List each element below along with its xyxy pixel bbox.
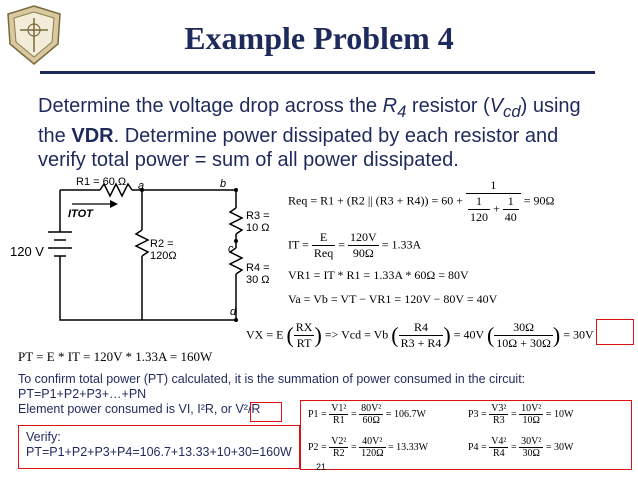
vx-num: RX <box>295 320 313 334</box>
p1-equation: P1 = $\frac{\text{V1²}}{R1}$ = $\frac{\text{80V²}}{60\Omega}$ = 106.7W <box>308 403 426 426</box>
p3-num: V3² <box>491 403 507 414</box>
p4-num2: 30V² <box>521 436 542 447</box>
vx-mid: => Vcd = Vb <box>324 327 389 342</box>
p3-num2: 10V² <box>521 403 542 414</box>
intro-part: resistor ( <box>406 95 490 117</box>
p1-result: = 106.7W <box>385 408 426 420</box>
intro-part: . Determine power dissipated by each resistor and verify total power = sum of all power dissipated. <box>38 125 559 171</box>
p4-den: R4 <box>492 448 505 459</box>
p1-den2: 60Ω <box>362 415 380 426</box>
p3-den: R3 <box>492 415 505 426</box>
note-line-2: PT=P1+P2+P3+…+PN <box>18 387 147 401</box>
source-label: 120 V <box>10 244 44 259</box>
node-b-label: b <box>220 178 227 190</box>
it-result: = 1.33A <box>381 237 422 252</box>
intro-part: ) using the <box>38 95 581 147</box>
p2-den2: 120Ω <box>361 448 384 459</box>
intro-text <box>38 94 608 172</box>
req-frac-a-num: 1 <box>468 194 490 210</box>
r3-label: R3 = 10 Ω <box>246 210 270 234</box>
p4-equation: P4 = $\frac{\text{V4²}}{R4}$ = $\frac{\text{30V²}}{30\Omega}$ = 30W <box>468 436 574 459</box>
r1-label: R1 = 60 Ω <box>76 176 127 188</box>
it-num2: 120V <box>350 230 377 244</box>
vcd-num2: 30Ω <box>494 320 553 336</box>
battery-source <box>48 232 72 262</box>
req-frac-b-num: 1 <box>503 194 519 210</box>
verify-line-1: Verify: <box>26 430 61 444</box>
req-frac-num: 1 <box>466 178 521 194</box>
p1-den: R1 <box>332 415 345 426</box>
vcd-mid: = 40V <box>453 327 484 342</box>
v2r-highlight-box <box>250 402 282 422</box>
answer-highlight-box <box>596 319 634 345</box>
req-frac-a-den: 120 <box>469 210 488 224</box>
p2-num: V2² <box>331 436 347 447</box>
it-num: E <box>312 230 335 246</box>
vdr-equation: VX = E ( $\frac{RX}{RT}$ ) => Vcd = Vb ( $\frac{R4}{R3 + R4}$ ) = 40V ( $\frac{30\Omega}{10\Omega + 30\Omega}$ ) = 30V <box>246 320 594 350</box>
intro-vdr: VDR <box>71 125 114 147</box>
req-fraction: 1 $\frac{1}{120}$ + $\frac{1}{40}$ <box>466 178 521 225</box>
node-a-label: a <box>138 180 145 192</box>
p3-den2: 10Ω <box>522 415 540 426</box>
r4-label: R4 = 30 Ω <box>246 262 270 286</box>
it-den: Req <box>313 246 334 260</box>
it-equation: IT = $\frac{E}{\text{Req}}$ = $\frac{120V}{90\Omega}$ = 1.33A <box>288 230 422 260</box>
title-divider <box>40 71 595 74</box>
req-result: = 90Ω <box>523 193 555 208</box>
it-lhs: IT = <box>288 237 309 252</box>
vcd-result: = 30V <box>563 327 594 342</box>
p2-equation: P2 = $\frac{\text{V2²}}{R2}$ = $\frac{\text{40V²}}{120\Omega}$ = 13.33W <box>308 436 429 459</box>
req-equation <box>288 178 554 225</box>
pt-equation: PT = E * IT = 120V * 1.33A = 160W <box>18 349 213 364</box>
p4-num: V4² <box>491 436 507 447</box>
vx-lhs: VX = E <box>246 327 284 342</box>
req-lhs: Req = R1 + (R2 || (R3 + R4)) = 60 + <box>288 193 463 208</box>
p3-lhs: P3 = <box>468 408 487 420</box>
va-equation: Va = Vb = VT − VR1 = 120V − 80V = 40V <box>288 292 498 306</box>
page-number: 21 <box>316 462 327 472</box>
p2-lhs: P2 = <box>308 441 327 453</box>
page-title: Example Problem 4 <box>184 20 454 56</box>
intro-r4: R <box>382 95 398 117</box>
p1-lhs: P1 = <box>308 408 327 420</box>
p3-equation: P3 = $\frac{\text{V3²}}{R3}$ = $\frac{\text{10V²}}{10\Omega}$ = 10W <box>468 403 574 426</box>
p1-num: V1² <box>331 403 347 414</box>
r2-label: R2 = 120Ω <box>150 238 177 262</box>
intro-vcd-sub: cd <box>503 102 521 121</box>
node-c-label: c <box>228 243 234 255</box>
node-d-label: d <box>230 306 237 318</box>
intro-vcd: V <box>489 95 504 117</box>
vx-den: RT <box>296 336 312 350</box>
vcd-num: R4 <box>399 320 444 336</box>
intro-part: Determine the voltage drop across the <box>38 95 383 117</box>
p4-lhs: P4 = <box>468 441 487 453</box>
verify-text <box>26 430 292 460</box>
note-line-3: Element power consumed is VI, I²R, or V²/R <box>18 402 261 416</box>
verify-line-2: PT=P1+P2+P3+P4=106.7+13.33+10+30=160W <box>26 445 292 459</box>
it-den2: 90Ω <box>352 246 374 260</box>
vcd-den2: 10Ω + 30Ω <box>496 336 551 350</box>
itot-label: ITOT <box>68 208 93 220</box>
intro-r4-sub: 4 <box>397 102 407 121</box>
p1-num2: 80V² <box>361 403 382 414</box>
p2-num2: 40V² <box>359 436 385 448</box>
p2-result: = 13.33W <box>388 441 429 453</box>
p2-den: R2 <box>332 448 345 459</box>
vr1-equation: VR1 = IT * R1 = 1.33A * 60Ω = 80V <box>288 268 469 282</box>
p4-result: = 30W <box>545 441 574 453</box>
p4-den2: 30Ω <box>522 448 540 459</box>
note-line-1: To confirm total power (PT) calculated, it is the summation of power consumed in the circuit: <box>18 372 526 386</box>
p3-result: = 10W <box>545 408 574 420</box>
vcd-den: R3 + R4 <box>400 336 442 350</box>
req-frac-b-den: 40 <box>504 210 517 224</box>
current-arrow-icon <box>110 200 118 208</box>
